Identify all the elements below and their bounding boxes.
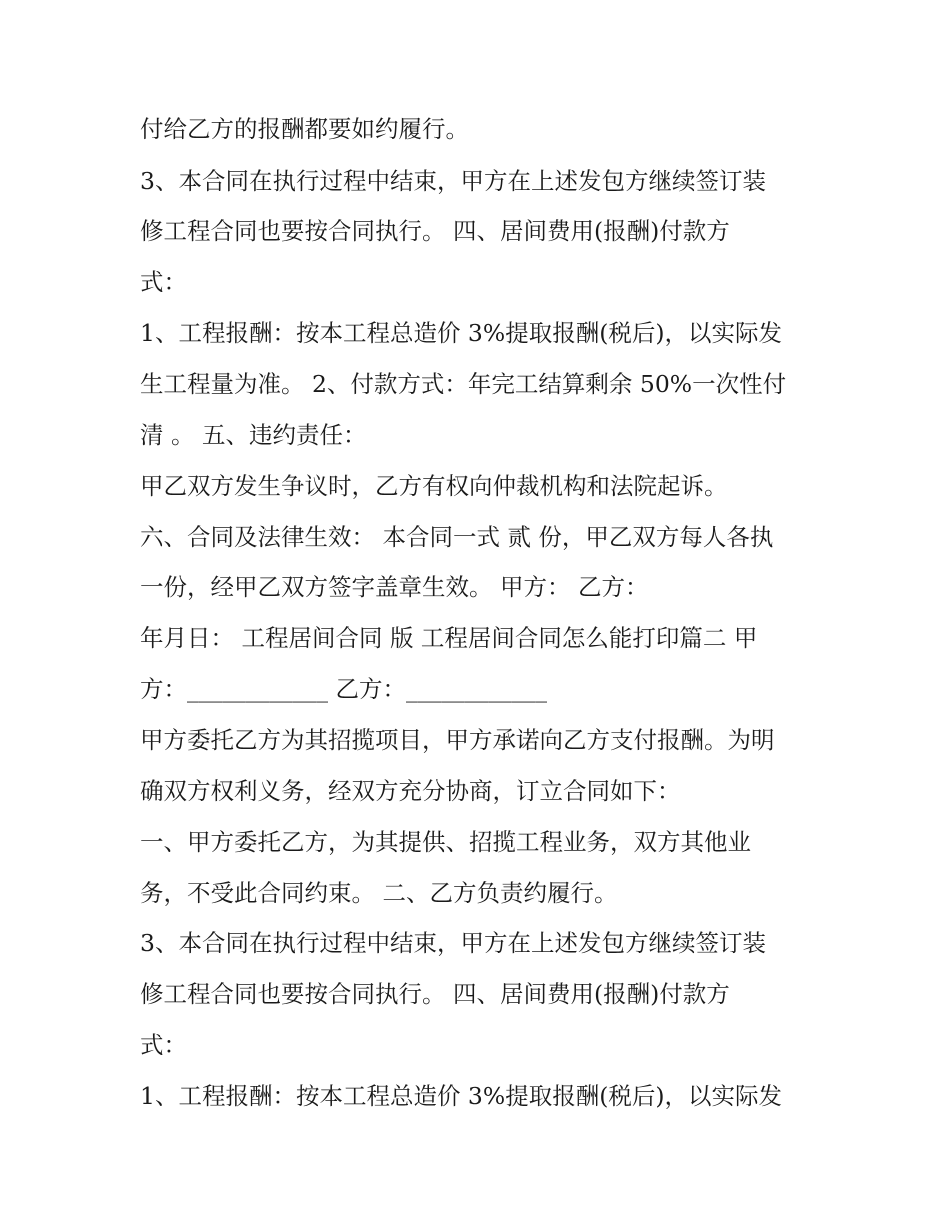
text-line: 式： (140, 268, 187, 296)
text-line: 修工程合同也要按合同执行。 四、居间费用(报酬)付款方 (140, 217, 730, 245)
text-line: 付给乙方的报酬都要如约履行。 (140, 115, 469, 143)
text-line: 务，不受此合同约束。 二、乙方负责约履行。 (140, 879, 618, 907)
text-line: 式： (140, 1031, 187, 1059)
text-line: 3、本合同在执行过程中结束，甲方在上述发包方继续签订装 (140, 929, 766, 957)
text-line: 确双方权利义务，经双方充分协商，订立合同如下： (140, 777, 681, 805)
text-line: 生工程量为准。 2、付款方式：年完工结算剩余 50%一次性付 (140, 370, 787, 398)
text-line: 清 。 五、违约责任： (140, 421, 367, 449)
text-line: 1、工程报酬：按本工程总造价 3%提取报酬(税后)，以实际发 (140, 319, 783, 347)
text-line: 年月日： 工程居间合同 版 工程居间合同怎么能打印篇二 甲 (140, 624, 758, 652)
text-line: 甲方委托乙方为其招揽项目，甲方承诺向乙方支付报酬。为明 (140, 726, 775, 754)
text-line: 一份，经甲乙双方签字盖章生效。 甲方： 乙方： (140, 573, 649, 601)
text-line: 一、甲方委托乙方，为其提供、招揽工程业务，双方其他业 (140, 828, 751, 856)
text-line: 方：____________ 乙方：____________ (140, 675, 547, 703)
text-line: 六、合同及法律生效： 本合同一式 贰 份，甲乙双方每人各执 (140, 523, 774, 551)
text-line: 1、工程报酬：按本工程总造价 3%提取报酬(税后)，以实际发 (140, 1082, 783, 1110)
text-line: 修工程合同也要按合同执行。 四、居间费用(报酬)付款方 (140, 980, 730, 1008)
text-line: 3、本合同在执行过程中结束，甲方在上述发包方继续签订装 (140, 167, 766, 195)
text-line: 甲乙双方发生争议时，乙方有权向仲裁机构和法院起诉。 (140, 472, 728, 500)
